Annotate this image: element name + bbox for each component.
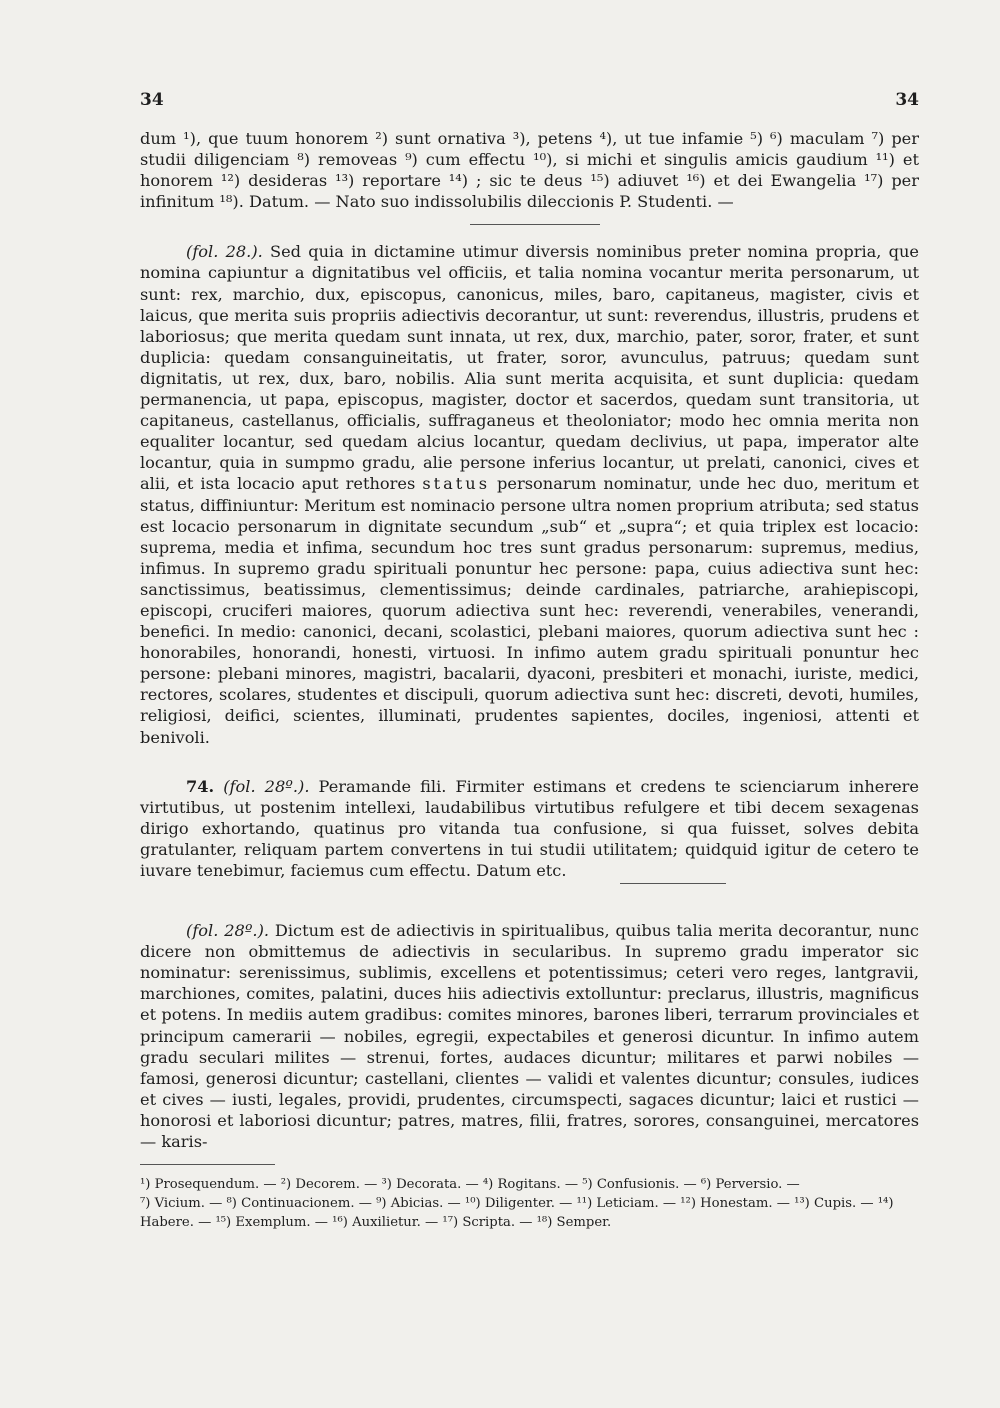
page-number-left: 34 xyxy=(140,90,164,110)
letter-number: 74. xyxy=(186,776,215,796)
footnotes-line-2: ⁷) Vicium. — ⁸) Continuacionem. — ⁹) Abicias. — ¹⁰) Diligenter. — ¹¹) Leticiam. — ¹²) Honestam. — ¹³) Cupis. — ¹⁴) Habere. — ¹⁵) Exemplum. — ¹⁶) Auxilietur. — ¹⁷) Scripta. — ¹⁸) Semper. xyxy=(140,1196,894,1231)
page-header xyxy=(140,90,919,112)
folio-reference: (fol. 28º.). xyxy=(186,921,270,941)
spaced-word: status xyxy=(422,474,491,494)
footnotes-line-1: ¹) Prosequendum. — ²) Decorem. — ³) Decorata. — ⁴) Rogitans. — ⁵) Confusionis. — ⁶) Perversio. — xyxy=(140,1177,800,1193)
folio-reference: (fol. 28.). xyxy=(186,242,263,262)
paragraph-text: Sed quia in dictamine utimur diversis nominibus preter nomina propria, que nomina capiuntur a dignitatibus vel officiis, et talia nomina vocantur merita personarum, ut sunt: rex, marchio, dux, episcopus, canonicus, miles, baro, capitaneus, magister, civis et laicus, que merita suis propriis adiectivis decorantur, ut sunt: reverendus, illustris, prudens et laboriosus; que merita quedam sunt innata, ut rex, dux, marchio, pater, soror, frater, et sunt duplicia: quedam consanguineitatis, ut frater, soror, avunculus, patruus; quedam sunt dignitatis, ut rex, dux, baro, nobilis. Alia sunt merita acquisita, et sunt duplicia: quedam permanencia, ut papa, episcopus, magister, doctor et sacerdos, quedam sunt transitoria, ut capitaneus, castellanus, officialis, suffraganeus et theoloniator; modo hec omnia merita non equaliter locantur, sed quedam alcius locantur, quedam declivius, ut papa, imperator alte locantur, quia in sumpmo gradu, alie persone inferius locantur, ut prelati, canonici, cives et alii, et ista locacio aput rethores xyxy=(140,242,919,494)
footnote-rule xyxy=(140,1164,275,1165)
separator-rule xyxy=(620,883,726,884)
paragraph-text: personarum nominatur, unde hec duo, meritum et status, diffiniuntur: Meritum est nominacio persone ultra nomen proprium atributa; sed status est locacio personarum in dignitate secundum „sub“ et „supra“; et quia triplex est locacio: suprema, media et infima, secundum hoc tres sunt gradus personarum: supremus, medius, infimus. In supremo gradu spirituali ponuntur hec persone: papa, cuius adiectiva sunt hec: sanctissimus, beatissimus, clementissimus; deinde cardinales, patriarche, arahiepiscopi, episcopi, cruciferi maiores, quorum adiectiva sunt hec: reverendi, venerabiles, venerandi, benefici. In medio: canonici, decani, scolastici, plebani maiores, quorum adiectiva sunt hec : honorabiles, honorandi, honesti, virtuosi. In infimo autem gradu spirituali ponuntur hec persone: plebani minores, magistri, bacalarii, dyaconi, presbiteri et monachi, iuriste, medici, rectores, scolares, studentes et discipuli, quorum adiectiva sunt hec: discreti, devoti, humiles, religiosi, deifici, scientes, illuminati, prudentes sapientes, dociles, ingeniosi, attenti et benivoli. xyxy=(140,474,919,747)
paragraph-letter-74 xyxy=(140,776,919,881)
paragraph-text: Dictum est de adiectivis in spiritualibus, quibus talia merita decorantur, nunc dicere non obmittemus de adiectivis in secularibus. In supremo gradu imperator sic nominatur: serenissimus, sublimis, excellens et potentissimus; ceteri vero reges, lantgravii, marchiones, comites, palatini, duces hiis adiectivis extolluntur: preclarus, illustris, magnificus et potens. In mediis autem gradibus: comites minores, barones liberi, terrarum provinciales et principum camerarii — nobiles, egregii, expectabiles et generosi dicuntur. In infimo autem gradu seculari milites — strenui, fortes, audaces dicuntur; militares et parwi nobiles — famosi, generosi dicuntur; castellani, clientes — validi et valentes dicuntur; consules, iudices et cives — iusti, legales, providi, prudentes, circumspecti, sagaces dicuntur; laici et rustici — honorosi et laboriosi dicuntur; patres, matres, filii, fratres, sorores, consanguinei, mercatores — karis- xyxy=(140,921,919,1152)
paragraph-merita-spiritualia xyxy=(140,241,919,747)
folio-reference: (fol. 28º.). xyxy=(223,776,310,796)
paragraph-merita-secularia xyxy=(140,920,919,1152)
paragraph-text: Peramande fili. Firmiter estimans et credens te scienciarum inherere virtutibus, ut postenim intellexi, laudabilibus virtutibus refulgere et tibi decem sexagenas dirigo exhortando, quatinus pro vitanda tua confusione, si qua fuisset, solves debita gratulanter, reliquam partem convertens in tui studii utilitatem; quidquid igitur de cetero te iuvare tenebimur, faciemus cum effectu. Datum etc. xyxy=(140,776,919,880)
page-number-right: 34 xyxy=(895,90,919,110)
paragraph-letter-ending: dum ¹), que tuum honorem ²) sunt ornativa ³), petens ⁴), ut tue infamie ⁵) ⁶) maculam ⁷) per studii diligenciam ⁸) removeas ⁹) cum effectu ¹⁰), si michi et singulis amicis gaudium ¹¹) et honorem ¹²) desideras ¹³) reportare ¹⁴) ; sic te deus ¹⁵) adiuvet ¹⁶) et dei Ewangelia ¹⁷) per infinitum ¹⁸). Datum. — Nato suo indissolubilis dileccionis P. Studenti. — xyxy=(140,129,919,212)
main-text xyxy=(140,128,919,1232)
separator-rule xyxy=(470,224,600,225)
